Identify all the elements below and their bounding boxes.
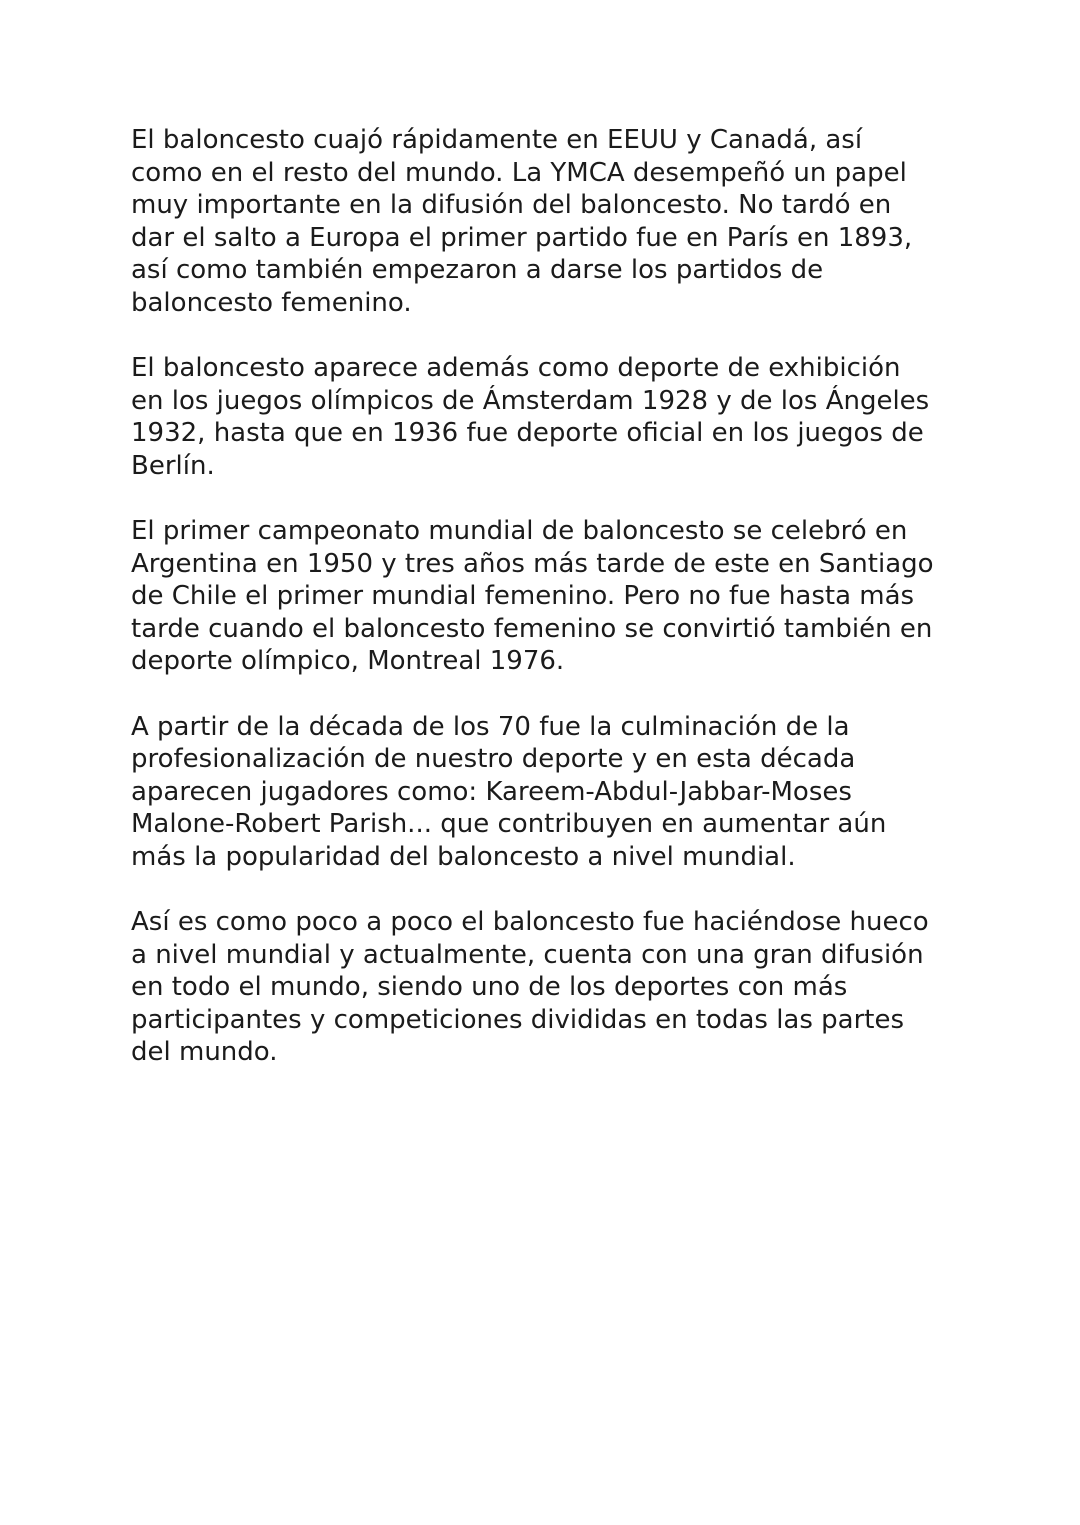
text-line: dar el salto a Europa el primer partido fue en París en 1893, <box>131 222 913 253</box>
text-line: El baloncesto cuajó rápidamente en EEUU y Canadá, así <box>131 125 863 155</box>
text-line: El baloncesto aparece además como deporte de exhibición <box>131 353 901 383</box>
paragraph-olympics <box>131 352 961 482</box>
text-line: de Chile el primer mundial femenino. Pero no fue hasta más <box>131 581 915 611</box>
paragraph-professionalization <box>131 711 961 874</box>
text-line: tarde cuando el baloncesto femenino se convirtió también en <box>131 613 933 644</box>
paragraph-world-championship <box>131 515 961 678</box>
text-line: del mundo. <box>131 1037 278 1067</box>
text-line: aparecen jugadores como: Kareem-Abdul-Jabbar-Moses <box>131 776 852 807</box>
text-line: profesionalización de nuestro deporte y en esta década <box>131 744 856 774</box>
text-line: como en el resto del mundo. La YMCA desempeñó un papel <box>131 157 907 188</box>
text-line: en los juegos olímpicos de Ámsterdam 1928 y de los Ángeles <box>131 385 930 416</box>
text-line: Argentina en 1950 y tres años más tarde de este en Santiago <box>131 548 934 579</box>
text-line: participantes y competiciones divididas en todas las partes <box>131 1004 905 1035</box>
text-line: a nivel mundial y actualmente, cuenta con una gran difusión <box>131 939 924 970</box>
text-line: así como también empezaron a darse los partidos de <box>131 255 824 285</box>
text-line: 1932, hasta que en 1936 fue deporte oficial en los juegos de <box>131 418 924 448</box>
text-line: A partir de la década de los 70 fue la culminación de la <box>131 711 850 742</box>
text-line: Así es como poco a poco el baloncesto fue haciéndose hueco <box>131 907 929 937</box>
text-line: Berlín. <box>131 450 215 481</box>
text-line: más la popularidad del baloncesto a nivel mundial. <box>131 841 796 872</box>
paragraph-conclusion <box>131 906 961 1069</box>
document-body <box>131 124 961 1102</box>
text-line: deporte olímpico, Montreal 1976. <box>131 646 565 676</box>
text-line: en todo el mundo, siendo uno de los deportes con más <box>131 972 848 1002</box>
text-line: muy importante en la difusión del baloncesto. No tardó en <box>131 190 892 220</box>
text-line: baloncesto femenino. <box>131 287 412 318</box>
paragraph-spread <box>131 124 961 319</box>
text-line: El primer campeonato mundial de baloncesto se celebró en <box>131 516 908 546</box>
text-line: Malone-Robert Parish... que contribuyen en aumentar aún <box>131 809 887 839</box>
